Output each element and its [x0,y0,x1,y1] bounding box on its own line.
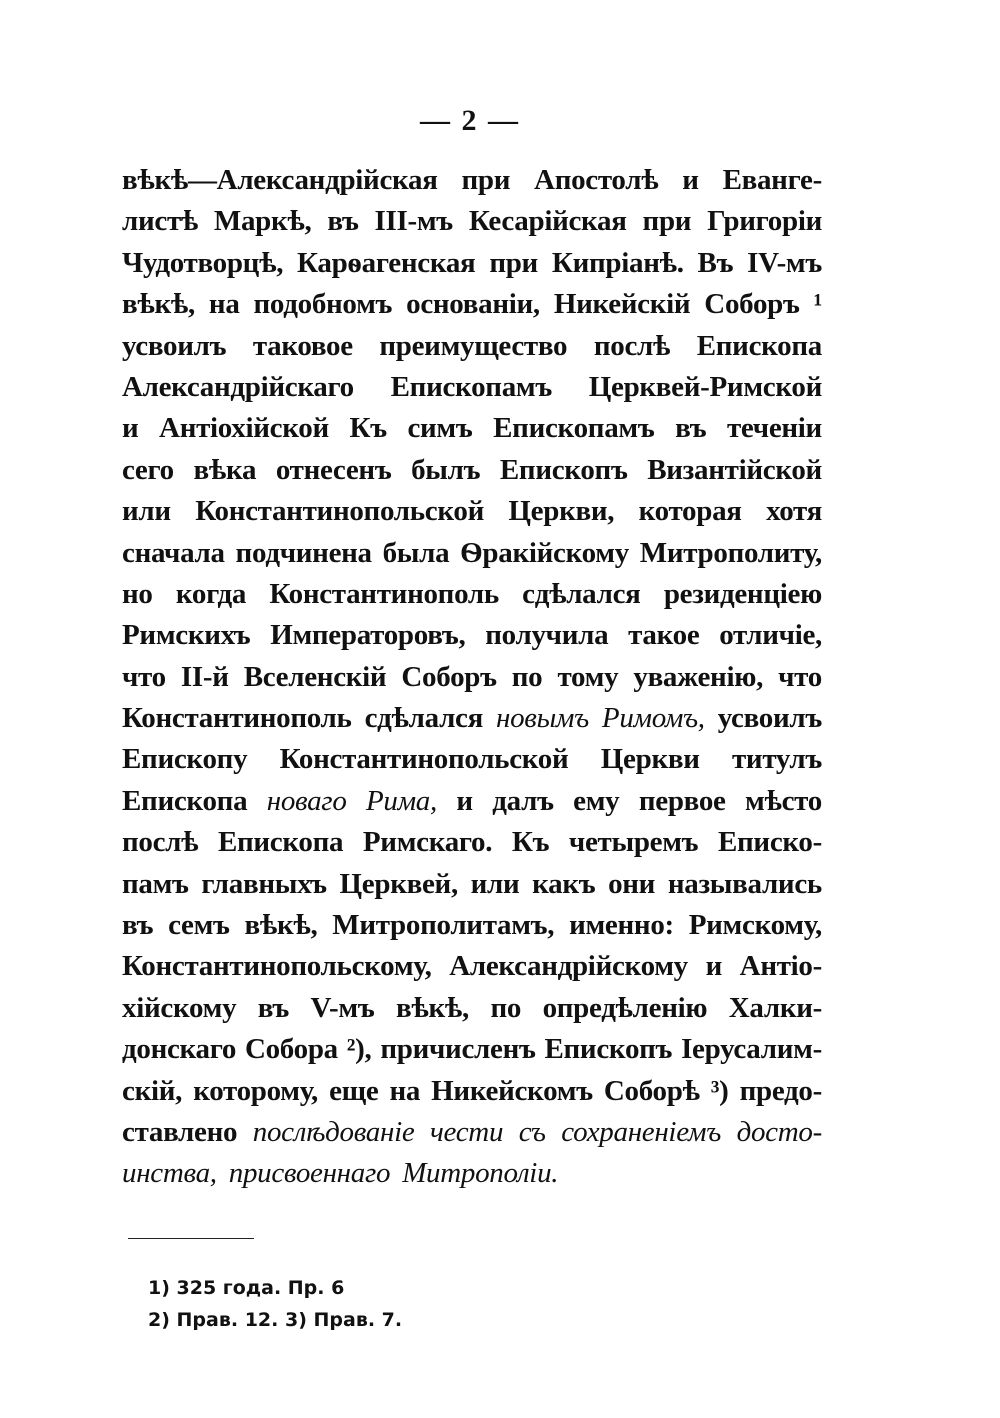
word: что [122,660,166,693]
word: Константинополь [122,702,352,735]
word: Халки- [728,991,822,1024]
word: отличіе, [719,619,822,652]
text-line [122,657,822,698]
word: Чудотворцѣ, [122,246,284,279]
word: II-й [180,660,229,693]
word: новымъ [496,702,589,735]
text-line [122,1112,822,1153]
word: Епископу [122,743,248,776]
text-line [122,864,822,905]
word: вѣкѣ, [244,909,318,942]
word: Церквей-Римской [588,370,822,403]
word: инства, [122,1157,217,1190]
word: Вселенскій [243,660,387,693]
word: Соборъ [704,288,800,321]
word: при [642,205,692,238]
word: послѣ [593,329,671,362]
word: когда [175,577,247,610]
word: Константинопольской [195,495,484,528]
text-line [122,243,822,284]
word: именно: [569,909,674,942]
word: тому [557,660,619,693]
word: при [489,246,538,279]
word: усвоилъ [122,329,227,362]
text-line [122,450,822,491]
text-line [122,822,822,863]
word: такое [628,619,700,652]
word: досто- [736,1115,822,1148]
word: Никейскій [553,288,691,321]
word: семъ [168,909,230,942]
word: былъ [411,453,481,486]
word: Епископа [217,826,344,859]
word: ²), [346,1033,372,1066]
word: Антіохійской [159,412,329,445]
word: ставлено [122,1115,238,1148]
word: назывались [667,867,822,900]
text-line [122,1153,822,1194]
word: сохраненіемъ [561,1115,722,1148]
word: Александрійскому [449,950,688,983]
word: Въ [697,246,734,279]
word: въ [327,205,359,238]
footnote-1: 1) 325 года. Пр. 6 [148,1277,345,1299]
word: мѣсто [745,784,822,817]
word: Къ [349,412,387,445]
word: Церквей, [339,867,458,900]
footnotes [148,1272,402,1336]
word: Церкви, [508,495,615,528]
word: предо- [739,1074,822,1107]
word: послѣдованіе [252,1115,415,1148]
word: сдѣлался [522,577,641,610]
word: послѣ [122,826,199,859]
word: Римскихъ [122,619,251,652]
word: и [456,784,473,817]
word: Римскому, [688,909,822,942]
word: которому, [193,1074,318,1107]
word: вѣкѣ, [122,288,195,321]
word: вѣкѣ—Александрійская [122,164,438,196]
word: Епископамъ [493,412,655,445]
text-line [122,988,822,1029]
text-line [122,698,822,739]
word: въ [675,412,707,445]
word: III-мъ [374,205,453,238]
body-text [122,160,822,1195]
word: какъ [532,867,596,900]
word: Константинополь [269,577,499,610]
word: Соборъ [401,660,497,693]
word: при [461,164,511,196]
word: подобномъ [253,288,393,321]
word: вѣка [193,453,257,486]
word: Антіо- [739,950,822,983]
text-line [122,408,822,449]
footnote-2: 2) Прав. 12. 3) Прав. 7. [148,1309,403,1331]
word: была [382,536,450,569]
word: сдѣлался [364,702,483,735]
word: Епископъ [544,1033,673,1066]
word: причисленъ [380,1033,536,1066]
word: Митрополіи. [402,1157,559,1190]
word: они [608,867,656,900]
word: Епископа [122,784,248,817]
word: титулъ [731,743,822,776]
word: ³) [710,1074,729,1107]
word: отнесенъ [275,453,392,486]
text-line [122,739,822,780]
word: Императоровъ, [270,619,466,652]
word: сего [122,453,174,486]
text-line [122,533,822,574]
word: Константинопольскому, [122,950,432,983]
word: на [208,288,240,321]
word: главныхъ [201,867,327,900]
footnote-divider [128,1238,254,1239]
word: подчинена [235,536,372,569]
page-number: — 2 — [420,104,520,137]
word: получила [485,619,609,652]
text-line [122,201,822,242]
word: новаго [266,784,347,817]
word: Собора [244,1033,338,1066]
word: по [490,991,522,1024]
text-line [122,284,822,325]
word: опредѣленію [542,991,708,1024]
text-line [122,781,822,822]
text-line [122,574,822,615]
word: симъ [407,412,473,445]
word: Кипріанѣ. [551,246,684,279]
word: Еписко- [717,826,822,859]
word: и [705,950,722,983]
word: что [778,660,822,693]
text-line [122,367,822,408]
word: Римомъ, [601,702,705,735]
word: по [511,660,543,693]
word: Никейскомъ [431,1074,593,1107]
word: чести [430,1115,504,1148]
word: таковое [252,329,353,362]
word: донскаго [122,1033,237,1066]
word: IV-мъ [747,246,822,279]
word: памъ [122,867,189,900]
word: или [470,867,520,900]
word: Еванге- [722,164,822,196]
word: Маркѣ, [213,205,312,238]
word: основаніи, [406,288,540,321]
word: скій, [122,1074,183,1107]
word: Византійской [647,453,822,486]
word: Іерусалим- [681,1033,822,1066]
text-line [122,946,822,987]
word: Апостолѣ [534,164,659,196]
word: усвоилъ [717,702,822,735]
word: теченіи [726,412,822,445]
word: Епископа [696,329,822,362]
word: на [389,1074,421,1107]
word: ему [573,784,620,817]
word: первое [638,784,726,817]
word: Ѳракійскому [460,536,629,569]
word: еще [329,1074,379,1107]
word: и [682,164,699,196]
word: Рима, [365,784,437,817]
word: вѣкѣ, [395,991,469,1024]
word: хійскому [122,991,237,1024]
text-line [122,326,822,367]
word: Епископамъ [390,370,552,403]
text-line [122,905,822,946]
text-line [122,491,822,532]
word: Григоріи [707,205,822,238]
word: далъ [492,784,554,817]
word: въ [257,991,290,1024]
word: въ [122,909,154,942]
word: Соборѣ [603,1074,700,1107]
word: резиденціею [663,577,822,610]
word: сначала [122,536,225,569]
word: хотя [766,495,822,528]
word: но [122,577,153,610]
word: уваженію, [633,660,764,693]
word: четыремъ [568,826,699,859]
word: листѣ [122,205,198,238]
word: Церкви [600,743,700,776]
word: Кесарійская [468,205,627,238]
word: присвоеннаго [228,1157,391,1190]
word: и [122,412,139,445]
word: съ [518,1115,546,1148]
text-line [122,160,822,201]
word: Къ [511,826,550,859]
word: Епископъ [499,453,628,486]
word: Римскаго. [362,826,493,859]
word: Митрополитамъ, [332,909,555,942]
text-line [122,1071,822,1112]
word: ¹ [813,288,822,321]
word: которая [638,495,742,528]
text-line [122,615,822,656]
word: Митрополиту, [639,536,822,569]
word: или [122,495,171,528]
word: Карѳагенская [297,246,476,279]
word: Александрійскаго [122,370,354,403]
word: Константинопольской [279,743,569,776]
word: V-мъ [310,991,375,1024]
word: преимущество [379,329,568,362]
text-line [122,1029,822,1070]
